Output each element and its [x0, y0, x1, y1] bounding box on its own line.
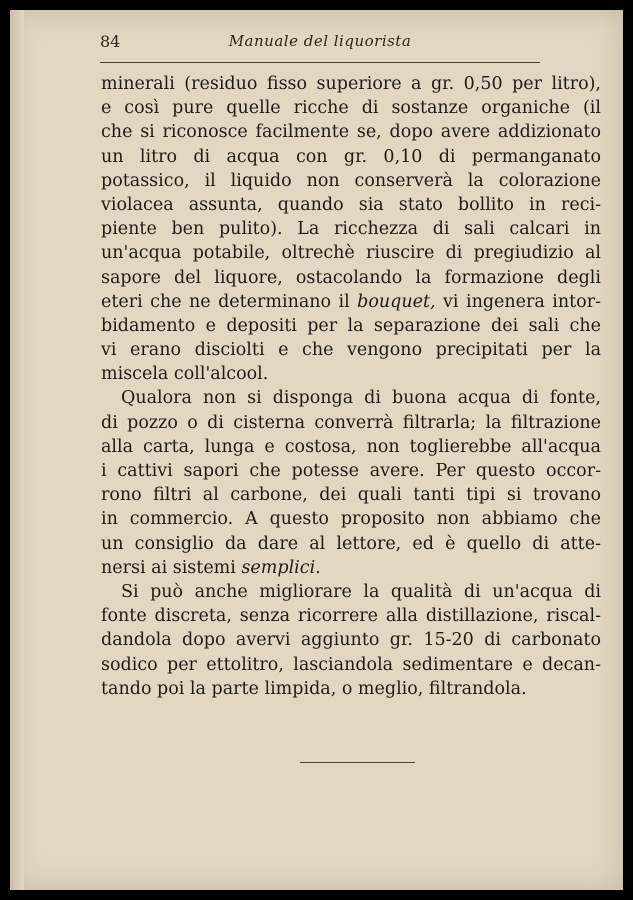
- text-line: e così pure quelle ricche di sostanze organiche (il: [101, 98, 601, 119]
- text-line: piente ben pulito). La ricchezza di sali calcari in: [101, 219, 601, 240]
- running-title: Manuale del liquorista: [228, 32, 412, 50]
- paragraph-3: [101, 580, 601, 701]
- italic-word: bouquet,: [357, 291, 436, 312]
- text-line: che si riconosce facilmente se, dopo avere addizionato: [101, 122, 601, 143]
- page-number: 84: [100, 32, 121, 51]
- text-line: Si può anche migliorare la qualità di un'acqua di: [121, 581, 601, 602]
- text-line: miscela coll'alcool.: [101, 364, 269, 385]
- text-line: un litro di acqua con gr. 0,10 di permanganato: [101, 146, 601, 167]
- text-line: minerali (residuo fisso superiore a gr. 0,50 per litro),: [101, 74, 601, 94]
- text-line: i cattivi sapori che potesse avere. Per questo occor-: [101, 461, 601, 481]
- text-line: Qualora non si disponga di buona acqua di fonte,: [121, 388, 601, 409]
- paragraph-1: [101, 72, 601, 386]
- text-line: un'acqua potabile, oltrechè riuscire di pregiudizio al: [101, 243, 601, 264]
- text-line: alla carta, lunga e costosa, non toglierebbe all'acqua: [101, 436, 601, 457]
- book-page: [10, 10, 623, 890]
- text-line: sodico per ettolitro, lasciandola sedimentare e decan-: [101, 654, 601, 675]
- header-rule: [100, 62, 540, 63]
- text-line: tando poi la parte limpida, o meglio, filtrandola.: [101, 678, 527, 699]
- text-line: vi erano disciolti e che vengono precipitati per la: [101, 340, 601, 361]
- text-line: bidamento e depositi per la separazione dei sali che: [101, 315, 601, 336]
- italic-word: semplici.: [241, 557, 321, 578]
- paragraph-2: [101, 386, 601, 580]
- text-line: un consiglio da dare al lettore, ed è quello di atte-: [101, 533, 601, 554]
- text-line: eteri che ne determinano il bouquet, vi ingenera intor-: [101, 291, 601, 312]
- text-line: dandola dopo avervi aggiunto gr. 15-20 di carbonato: [101, 630, 601, 651]
- text-line: in commercio. A questo proposito non abbiamo che: [101, 509, 601, 530]
- text-line: rono filtri al carbone, dei quali tanti tipi si trovano: [101, 485, 601, 506]
- text-line: sapore del liquore, ostacolando la formazione degli: [101, 267, 601, 288]
- text-line: potassico, il liquido non conserverà la colorazione: [101, 170, 601, 191]
- page-binding-edge: [10, 10, 24, 890]
- closing-rule: [300, 762, 415, 763]
- text-line: fonte discreta, senza ricorrere alla distillazione, riscal-: [101, 606, 601, 627]
- text-line: nersi ai sistemi semplici.: [101, 557, 321, 578]
- body-text: [101, 72, 601, 701]
- text-line: di pozzo o di cisterna converrà filtrarla; la filtrazione: [101, 412, 601, 433]
- running-head: [100, 30, 540, 56]
- text-line: violacea assunta, quando sia stato bollito in reci-: [101, 194, 601, 215]
